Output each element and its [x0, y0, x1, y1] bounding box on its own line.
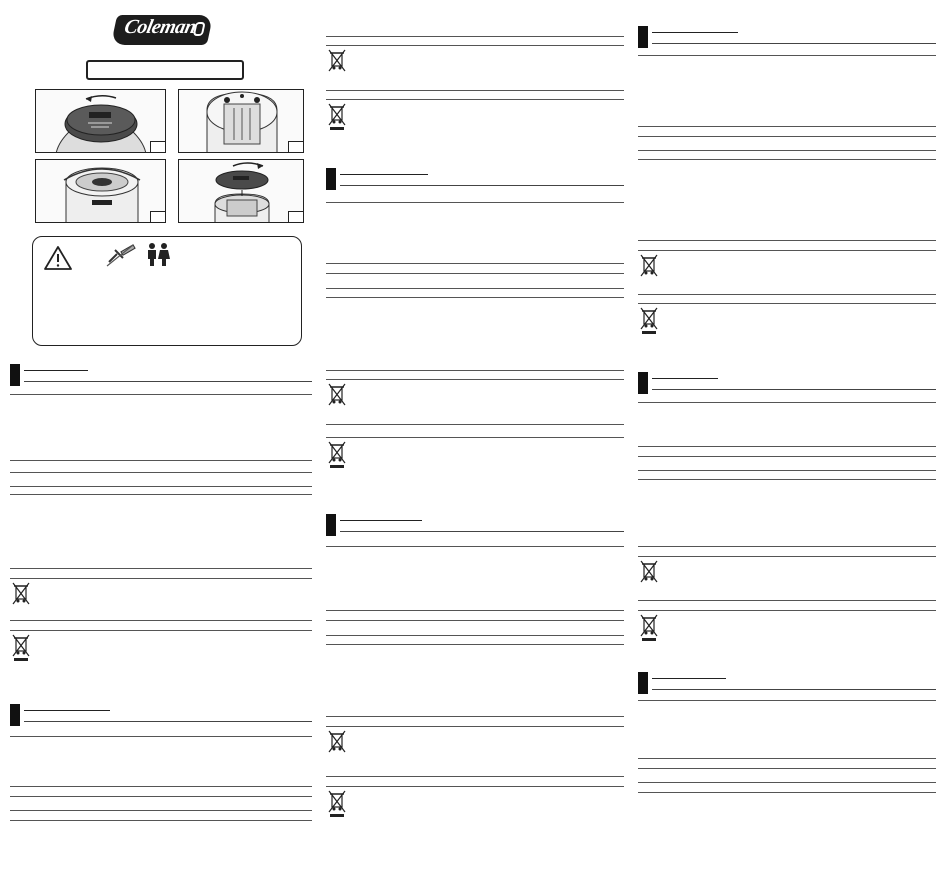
rule — [638, 470, 936, 471]
no-tools-icon — [103, 242, 137, 268]
rule — [638, 758, 936, 759]
rule — [10, 630, 312, 631]
figure-1 — [35, 89, 166, 153]
section-6-rule — [652, 389, 936, 390]
rule — [638, 456, 936, 457]
keep-away-from-children-icon — [143, 241, 173, 267]
figure-3-number-box — [150, 211, 165, 222]
rule — [638, 55, 936, 56]
rule — [326, 90, 624, 91]
rule — [10, 820, 312, 821]
figure-3 — [35, 159, 166, 223]
rule — [326, 297, 624, 298]
coleman-logo — [111, 15, 213, 45]
rule — [10, 494, 312, 495]
rule — [10, 568, 312, 569]
lantern-icon — [193, 22, 206, 36]
title-box — [86, 60, 244, 80]
figure-4-drawing — [179, 160, 304, 223]
rule — [638, 126, 936, 127]
section-6-marker — [638, 372, 648, 394]
section-4-rule — [340, 531, 624, 532]
figure-4-number-box — [288, 211, 303, 222]
crossed-out-wheelie-bin-icon — [327, 49, 347, 73]
section-5-header — [638, 24, 936, 50]
rule — [638, 610, 936, 611]
rule — [10, 486, 312, 487]
rule — [638, 150, 936, 151]
crossed-out-battery-bin-icon — [639, 307, 659, 335]
section-1-header — [10, 362, 312, 388]
section-7-header — [638, 670, 936, 696]
rule — [326, 716, 624, 717]
rule — [326, 546, 624, 547]
rule — [326, 437, 624, 438]
crossed-out-wheelie-bin-icon — [11, 582, 31, 606]
section-2-marker — [10, 704, 20, 726]
section-2-title-rule — [24, 710, 110, 711]
figure-3-drawing — [36, 160, 166, 223]
crossed-out-wheelie-bin-icon — [639, 560, 659, 584]
section-3-header — [326, 166, 624, 192]
section-5-rule — [652, 43, 936, 44]
rule — [10, 810, 312, 811]
warning-triangle-icon — [43, 245, 73, 271]
rule — [10, 796, 312, 797]
rule — [638, 792, 936, 793]
section-3-rule — [340, 185, 624, 186]
section-1-marker — [10, 364, 20, 386]
section-1-title-rule — [24, 370, 88, 371]
safety-warning-box — [32, 236, 302, 346]
rule — [10, 460, 312, 461]
crossed-out-wheelie-bin-icon — [639, 254, 659, 278]
section-2-header — [10, 702, 312, 728]
rule — [326, 424, 624, 425]
rule — [638, 402, 936, 403]
crossed-out-battery-bin-icon — [11, 634, 31, 662]
section-3-title-rule — [340, 174, 428, 175]
rule — [10, 786, 312, 787]
section-4-marker — [326, 514, 336, 536]
section-7-title-rule — [652, 678, 726, 679]
crossed-out-battery-bin-icon — [639, 614, 659, 642]
section-2-rule — [24, 721, 312, 722]
section-4-header — [326, 512, 624, 538]
rule — [638, 768, 936, 769]
rule — [326, 776, 624, 777]
section-3-marker — [326, 168, 336, 190]
rule — [326, 45, 624, 46]
figure-2-drawing — [179, 90, 304, 153]
rule — [638, 294, 936, 295]
rule — [326, 273, 624, 274]
rule — [326, 786, 624, 787]
rule — [326, 370, 624, 371]
rule — [638, 782, 936, 783]
rule — [638, 556, 936, 557]
rule — [326, 99, 624, 100]
rule — [638, 240, 936, 241]
rule — [326, 202, 624, 203]
figure-2-number-box — [288, 141, 303, 152]
crossed-out-battery-bin-icon — [327, 441, 347, 469]
section-6-title-rule — [652, 378, 718, 379]
figure-2 — [178, 89, 304, 153]
rule — [638, 136, 936, 137]
section-5-marker — [638, 26, 648, 48]
rule — [638, 479, 936, 480]
rule — [638, 446, 936, 447]
rule — [326, 263, 624, 264]
section-4-title-rule — [340, 520, 422, 521]
rule — [10, 578, 312, 579]
section-6-header — [638, 370, 936, 396]
rule — [10, 394, 312, 395]
figure-1-number-box — [150, 141, 165, 152]
rule — [638, 159, 936, 160]
section-7-rule — [652, 689, 936, 690]
rule — [326, 379, 624, 380]
section-7-marker — [638, 672, 648, 694]
rule — [638, 303, 936, 304]
crossed-out-wheelie-bin-icon — [327, 383, 347, 407]
rule — [326, 620, 624, 621]
rule — [326, 726, 624, 727]
figure-4 — [178, 159, 304, 223]
section-5-title-rule — [652, 32, 738, 33]
rule — [326, 36, 624, 37]
rule — [326, 610, 624, 611]
rule — [10, 472, 312, 473]
rule — [638, 600, 936, 601]
rule — [326, 288, 624, 289]
rule — [326, 644, 624, 645]
rule — [10, 736, 312, 737]
rule — [638, 546, 936, 547]
rule — [638, 700, 936, 701]
rule — [638, 250, 936, 251]
rule — [326, 635, 624, 636]
section-1-rule — [24, 381, 312, 382]
figure-1-drawing — [36, 90, 166, 153]
logo-text: Coleman — [122, 16, 198, 38]
crossed-out-battery-bin-icon — [327, 790, 347, 818]
crossed-out-wheelie-bin-icon — [327, 730, 347, 754]
rule — [10, 620, 312, 621]
crossed-out-battery-bin-icon — [327, 103, 347, 131]
